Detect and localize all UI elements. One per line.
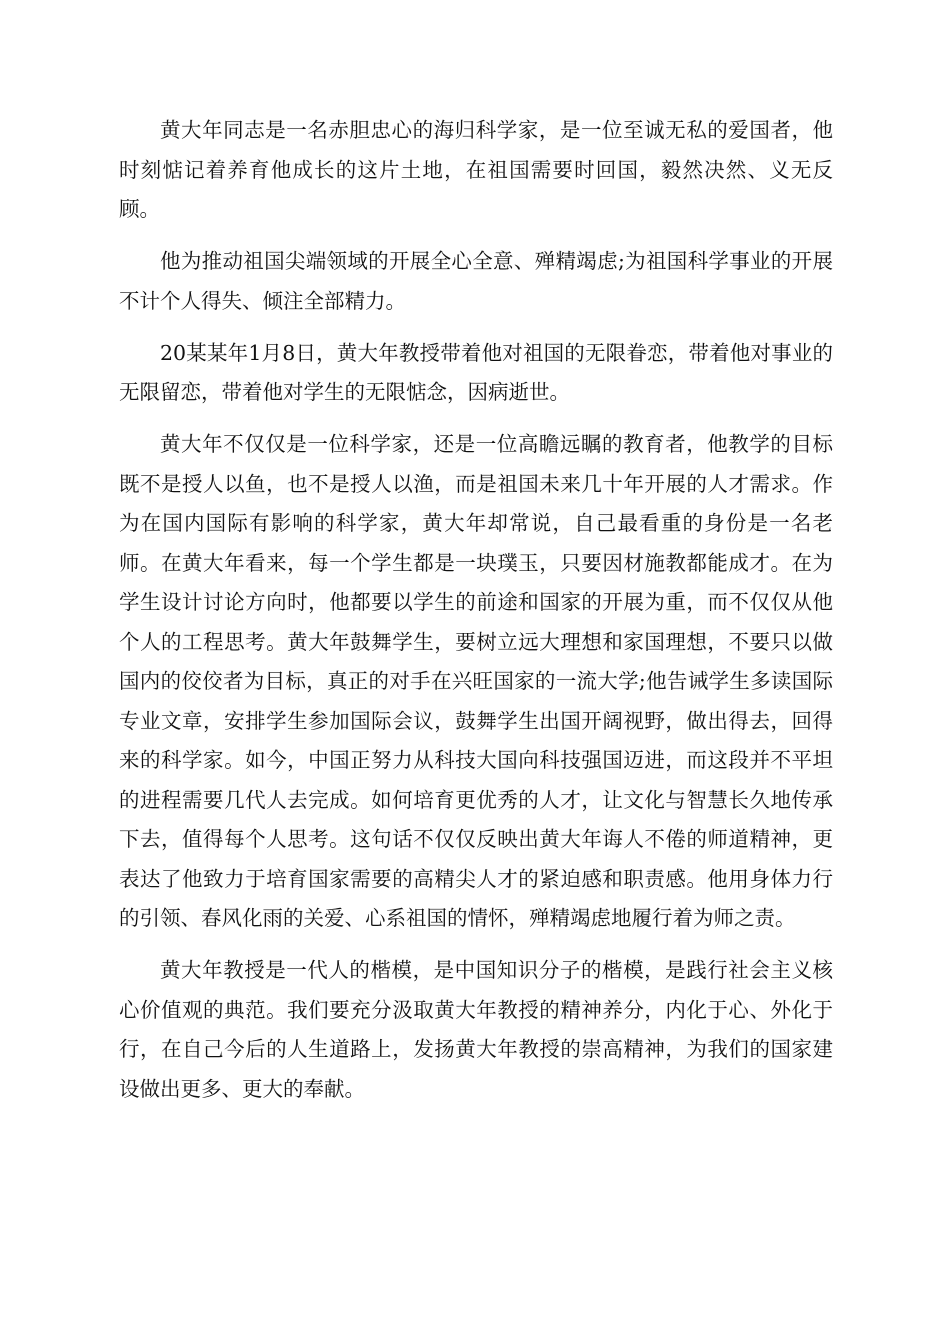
paragraph-4: 黄大年不仅仅是一位科学家，还是一位高瞻远瞩的教育者，他教学的目标既不是授人以鱼，也不是授人以渔，而是祖国未来几十年开展的人才需求。作为在国内国际有影响的科学家，黄大年却常说，自己最看重的身份是一名老师。在黄大年看来，每一个学生都是一块璞玉，只要因材施教都能成才。在为学生设计讨论方向时，他都要以学生的前途和国家的开展为重，而不仅仅从他个人的工程思考。黄大年鼓舞学生，要树立远大理想和家国理想，不要只以做国内的佼佼者为目标，真正的对手在兴旺国家的一流大学;他告诫学生多读国际专业文章，安排学生参加国际会议，鼓舞学生出国开阔视野，做出得去，回得来的科学家。如今，中国正努力从科技大国向科技强国迈进，而这段并不平坦的进程需要几代人去完成。如何培育更优秀的人才，让文化与智慧长久地传承下去，值得每个人思考。这句话不仅仅反映出黄大年诲人不倦的师道精神，更表达了他致力于培育国家需要的高精尖人才的紧迫感和职责感。他用身体力行的引领、春风化雨的关爱、心系祖国的情怀，殚精竭虑地履行着为师之责。 [119, 432, 833, 930]
document-body [119, 111, 833, 1122]
paragraph-3: 20某某年1月8日，黄大年教授带着他对祖国的无限眷恋，带着他对事业的无限留恋，带着他对学生的无限惦念，因病逝世。 [119, 340, 833, 404]
paragraph-5: 黄大年教授是一代人的楷模，是中国知识分子的楷模，是践行社会主义核心价值观的典范。我们要充分汲取黄大年教授的精神养分，内化于心、外化于行，在自己今后的人生道路上，发扬黄大年教授的崇高精神，为我们的国家建设做出更多、更大的奉献。 [119, 958, 833, 1101]
paragraph-2: 他为推动祖国尖端领域的开展全心全意、殚精竭虑;为祖国科学事业的开展不计个人得失、倾注全部精力。 [119, 249, 833, 313]
paragraph-1: 黄大年同志是一名赤胆忠心的海归科学家，是一位至诚无私的爱国者，他时刻惦记着养育他成长的这片土地，在祖国需要时回国，毅然决然、义无反顾。 [119, 118, 833, 221]
